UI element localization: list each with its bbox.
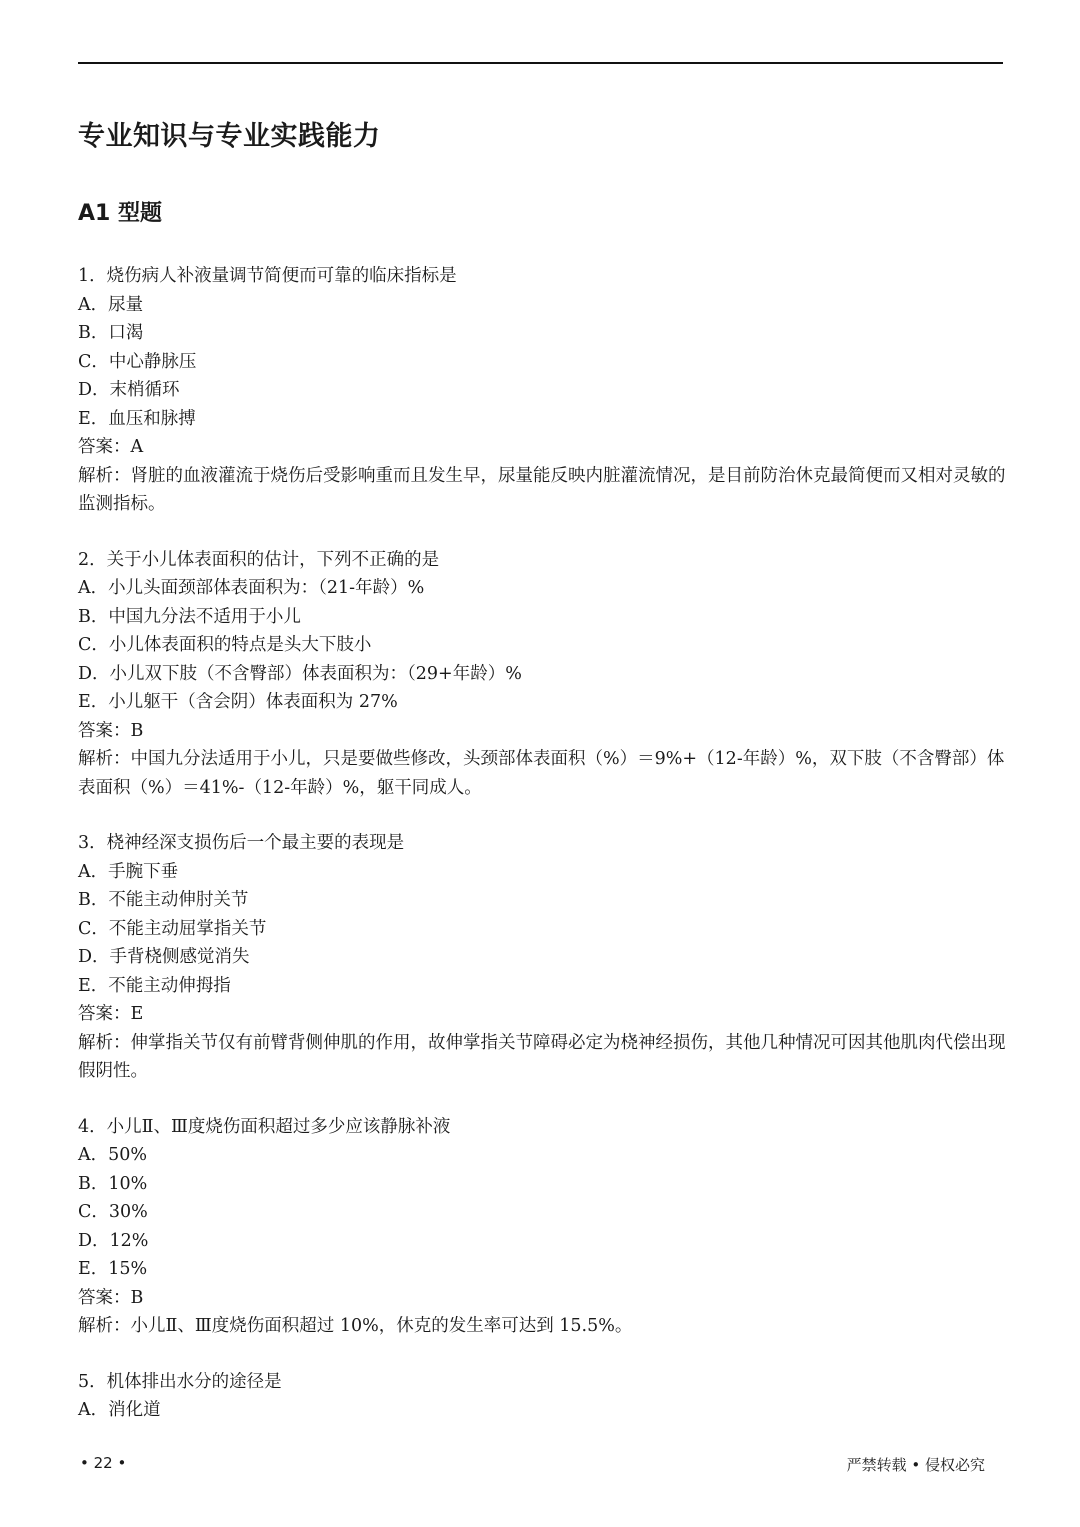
- option-a: A．50%: [78, 1145, 148, 1165]
- option-b: B．口渴: [78, 323, 144, 343]
- option-b: B．10%: [78, 1173, 148, 1194]
- question-1: [78, 262, 1008, 519]
- option-c: C．中心静脉压: [78, 351, 197, 372]
- option-e: E．小儿躯干（含会阴）体表面积为 27%: [78, 692, 398, 712]
- option-a: A．手腕下垂: [78, 861, 179, 882]
- question-stem: 1．烧伤病人补液量调节简便而可靠的临床指标是: [78, 266, 457, 286]
- option-d: D．12%: [78, 1230, 149, 1251]
- option-e: E．血压和脉搏: [78, 408, 196, 429]
- question-stem: 5．机体排出水分的途径是: [78, 1371, 282, 1392]
- answer: 答案：A: [78, 437, 144, 457]
- option-d: D．手背桡侧感觉消失: [78, 947, 250, 967]
- question-3: [78, 829, 1008, 1086]
- question-list: [78, 262, 1008, 1452]
- section-title: 专业知识与专业实践能力: [78, 121, 381, 152]
- question-type-heading: A1 型题: [78, 201, 162, 226]
- option-b: B．不能主动伸肘关节: [78, 890, 249, 910]
- option-a: A．小儿头面颈部体表面积为：（21-年龄）%: [78, 578, 425, 598]
- option-d: D．小儿双下肢（不含臀部）体表面积为：（29+年龄）%: [78, 663, 522, 684]
- copyright-notice: 严禁转载 • 侵权必究: [846, 1456, 985, 1474]
- answer: 答案：B: [78, 720, 144, 741]
- option-c: C．30%: [78, 1202, 148, 1222]
- question-stem: 3．桡神经深支损伤后一个最主要的表现是: [78, 833, 405, 853]
- analysis: 解析：中国九分法适用于小儿，只是要做些修改，头颈部体表面积（%）＝9%+（12-年龄）%，双下肢（不含臀部）体表面积（%）＝41%-（12-年龄）%，躯干同成人。: [78, 749, 1005, 798]
- header-rule: [78, 62, 1003, 64]
- option-c: C．小儿体表面积的特点是头大下肢小: [78, 635, 372, 655]
- option-a: A．尿量: [78, 294, 144, 315]
- option-a: A．消化道: [78, 1400, 161, 1420]
- answer: 答案：E: [78, 1004, 144, 1024]
- question-stem: 2．关于小儿体表面积的估计，下列不正确的是: [78, 549, 440, 570]
- option-c: C．不能主动屈掌指关节: [78, 918, 267, 939]
- option-d: D．末梢循环: [78, 380, 180, 400]
- analysis: 解析：肾脏的血液灌流于烧伤后受影响重而且发生早，尿量能反映内脏灌流情况，是目前防治休克最简便而又相对灵敏的监测指标。: [78, 465, 1006, 514]
- analysis: 解析：伸掌指关节仅有前臂背侧伸肌的作用，故伸掌指关节障碍必定为桡神经损伤，其他几种情况可因其他肌肉代偿出现假阴性。: [78, 1032, 1006, 1081]
- answer: 答案：B: [78, 1287, 144, 1308]
- question-stem: 4．小儿Ⅱ、Ⅲ度烧伤面积超过多少应该静脉补液: [78, 1116, 451, 1137]
- question-5: [78, 1368, 1008, 1425]
- analysis: 解析：小儿Ⅱ、Ⅲ度烧伤面积超过 10%，休克的发生率可达到 15.5%。: [78, 1316, 633, 1336]
- option-e: E．不能主动伸拇指: [78, 975, 231, 996]
- question-2: [78, 546, 1008, 803]
- page-number: • 22 •: [80, 1454, 127, 1472]
- question-4: [78, 1113, 1008, 1341]
- option-e: E．15%: [78, 1259, 148, 1279]
- option-b: B．中国九分法不适用于小儿: [78, 606, 301, 627]
